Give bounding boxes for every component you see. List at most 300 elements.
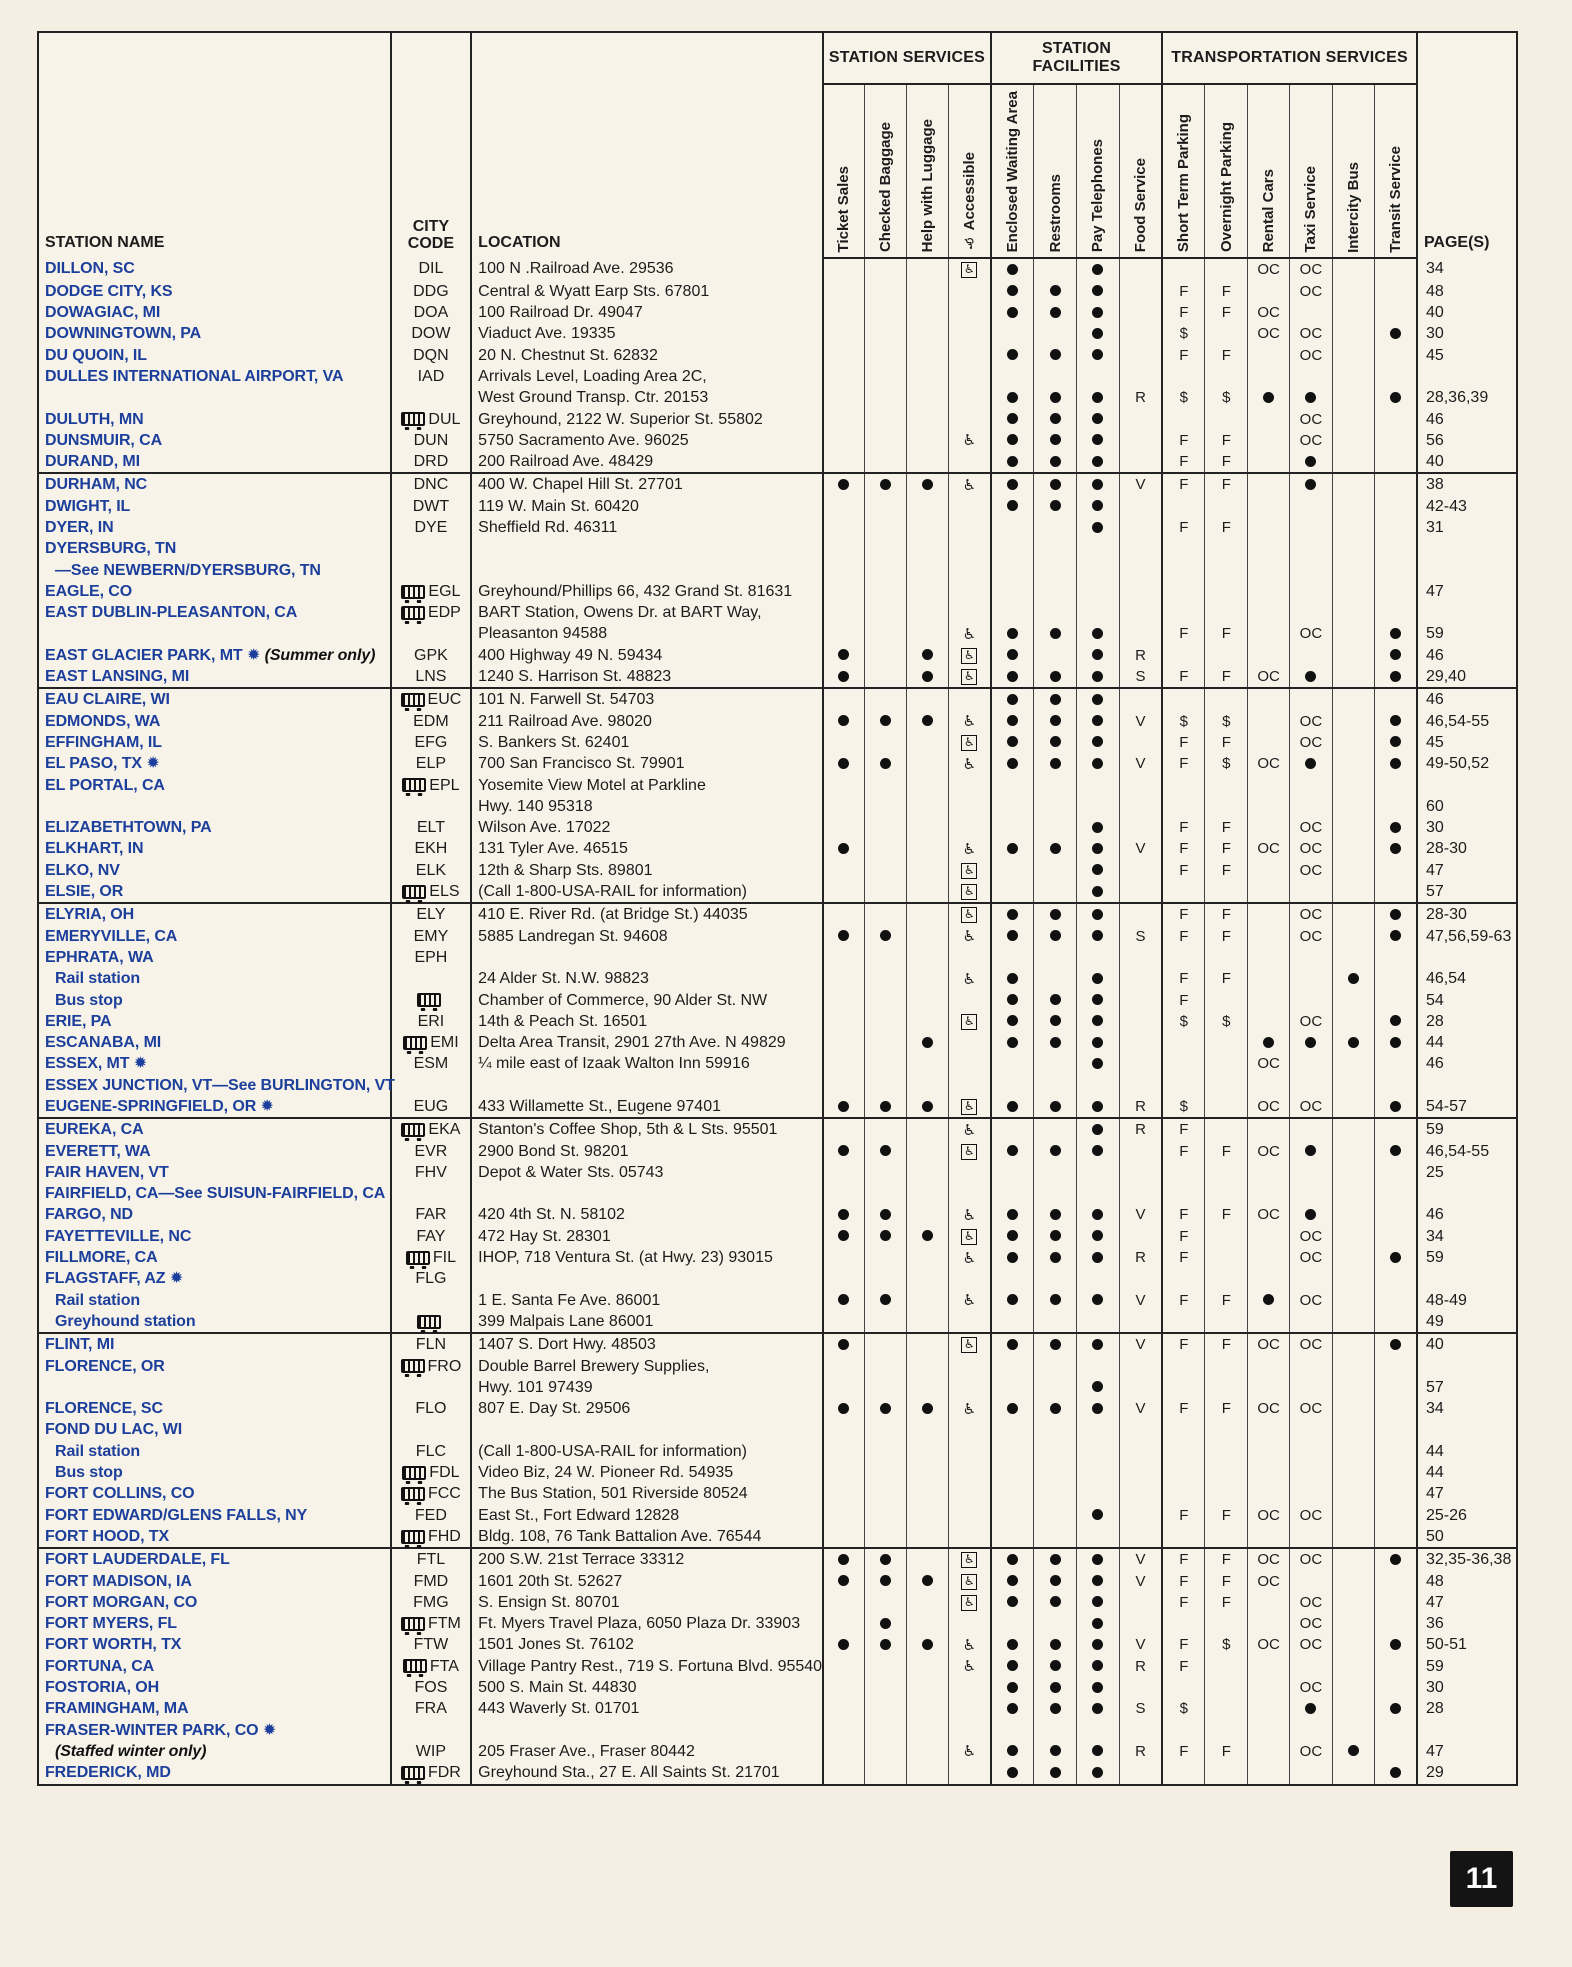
service-cell [823, 860, 865, 881]
accessible-icon: ♿ [962, 432, 977, 450]
service-cell [1162, 926, 1205, 947]
available-dot-icon [1092, 1618, 1103, 1629]
service-cell [1205, 817, 1248, 838]
service-cell [1374, 1613, 1417, 1634]
service-cell [865, 817, 907, 838]
service-cell [1290, 1053, 1333, 1074]
service-cell [1290, 1226, 1333, 1247]
station-name [39, 1698, 391, 1719]
service-cell [1205, 1741, 1248, 1762]
location: 5885 Landregan St. 94608 [471, 926, 823, 947]
city-code [391, 1571, 472, 1592]
pages: 28,36,39 [1417, 387, 1516, 408]
service-cell [1332, 1247, 1374, 1268]
service-cell [865, 645, 907, 666]
available-dot-icon [1050, 1403, 1061, 1414]
service-cell [1077, 732, 1120, 753]
service-code: F [1179, 1572, 1189, 1590]
seasonal-star-icon: ✹ [242, 646, 261, 664]
service-cell [1162, 1204, 1205, 1225]
city-code-text: FHD [427, 1527, 461, 1545]
service-cell [1119, 258, 1162, 280]
service-cell [823, 538, 865, 559]
service-cell [865, 581, 907, 602]
pages: 34 [1417, 1226, 1516, 1247]
available-dot-icon [1092, 930, 1103, 941]
available-dot-icon [1050, 1015, 1061, 1026]
header-group-station-facilities: STATION FACILITIES [991, 33, 1162, 84]
pages: 46,54-55 [1417, 711, 1516, 732]
table-row [39, 1526, 1516, 1548]
service-cell [1119, 323, 1162, 344]
pages: 31 [1417, 517, 1516, 538]
city-code-text: FMG [413, 1593, 449, 1611]
pages: 49-50,52 [1417, 753, 1516, 774]
city-code [391, 732, 472, 753]
service-cell [1077, 1483, 1120, 1504]
service-cell [1162, 1311, 1205, 1333]
service-cell [1332, 538, 1374, 559]
station-name [39, 1162, 391, 1183]
service-cell [1077, 1741, 1120, 1762]
service-cell [1162, 1698, 1205, 1719]
service-cell [906, 1226, 948, 1247]
service-cell [1162, 1762, 1205, 1783]
service-cell [1119, 281, 1162, 302]
service-cell [1077, 1053, 1120, 1074]
service-cell [1034, 345, 1077, 366]
service-code: F [1221, 1291, 1231, 1309]
station-name [39, 1656, 391, 1677]
service-cell [991, 302, 1034, 323]
available-dot-icon [1348, 1037, 1359, 1048]
column-header [1119, 84, 1162, 258]
available-dot-icon [1007, 479, 1018, 490]
service-cell [1374, 838, 1417, 859]
service-cell [1162, 345, 1205, 366]
table-row [39, 1483, 1516, 1504]
fully-accessible-icon: ♿ [961, 1552, 977, 1568]
service-code: F [1179, 1249, 1189, 1267]
service-cell [823, 560, 865, 581]
service-cell [906, 1677, 948, 1698]
service-cell [991, 881, 1034, 903]
bus-icon [417, 1315, 441, 1329]
service-cell [1248, 517, 1290, 538]
city-code-text: FRO [427, 1357, 462, 1375]
table-row [39, 881, 1516, 903]
service-cell [1290, 817, 1333, 838]
city-code [391, 366, 472, 387]
city-code-text: DRD [413, 453, 449, 471]
service-cell [1248, 387, 1290, 408]
service-cell [991, 1032, 1034, 1053]
city-code [391, 1311, 472, 1333]
service-cell [1248, 1356, 1290, 1377]
service-cell [1374, 666, 1417, 688]
available-dot-icon [1390, 1101, 1401, 1112]
service-cell [1119, 645, 1162, 666]
service-cell [1332, 1571, 1374, 1592]
service-cell [1332, 430, 1374, 451]
city-code-text: FTW [413, 1636, 449, 1654]
service-cell [1290, 302, 1333, 323]
service-cell [823, 1183, 865, 1204]
column-header [865, 84, 907, 258]
service-cell [1077, 302, 1120, 323]
fully-accessible-icon: ♿ [961, 863, 977, 879]
service-cell [1332, 1720, 1374, 1741]
bus-icon [403, 1659, 427, 1673]
service-cell [1119, 345, 1162, 366]
service-cell [1077, 1333, 1120, 1355]
service-cell [1332, 1096, 1374, 1118]
available-dot-icon [1092, 1015, 1103, 1026]
service-code: OC [1257, 840, 1280, 858]
service-cell [906, 473, 948, 495]
service-cell [1077, 1162, 1120, 1183]
service-cell [1077, 881, 1120, 903]
location: 807 E. Day St. 29506 [471, 1398, 823, 1419]
service-code: $ [1222, 755, 1231, 773]
station-name-text: FLORENCE, SC [45, 1400, 163, 1418]
service-cell [1205, 1398, 1248, 1419]
service-cell [991, 645, 1034, 666]
service-cell [1332, 345, 1374, 366]
service-cell [948, 1356, 991, 1377]
table-row [39, 1762, 1516, 1783]
service-cell [1374, 517, 1417, 538]
service-cell [948, 1419, 991, 1440]
available-dot-icon [1092, 349, 1103, 360]
available-dot-icon [1263, 392, 1274, 403]
service-cell [1248, 838, 1290, 859]
location: 101 N. Farwell St. 54703 [471, 688, 823, 710]
available-dot-icon [1050, 1339, 1061, 1350]
pages [1417, 1419, 1516, 1440]
service-cell [1162, 366, 1205, 387]
service-cell [823, 1268, 865, 1289]
service-code: V [1135, 1336, 1146, 1354]
service-cell [1248, 1419, 1290, 1440]
service-cell [1332, 903, 1374, 925]
service-code: F [1221, 668, 1231, 686]
service-cell [1034, 666, 1077, 688]
available-dot-icon [1092, 909, 1103, 920]
service-cell [1374, 926, 1417, 947]
service-cell [823, 753, 865, 774]
service-code: OC [1299, 1636, 1323, 1654]
city-code-text: FLG [415, 1270, 447, 1288]
location: 433 Willamette St., Eugene 97401 [471, 1096, 823, 1118]
service-cell [1119, 1032, 1162, 1053]
service-cell [1248, 796, 1290, 817]
service-cell [948, 817, 991, 838]
service-cell [1034, 281, 1077, 302]
service-cell [1077, 623, 1120, 644]
station-name [39, 1741, 391, 1762]
service-cell [823, 1226, 865, 1247]
available-dot-icon [1092, 1037, 1103, 1048]
service-cell [1374, 796, 1417, 817]
table-row [39, 602, 1516, 623]
city-code [391, 903, 472, 925]
service-code: R [1135, 1249, 1146, 1267]
service-cell [865, 1118, 907, 1140]
service-cell [1374, 1720, 1417, 1741]
service-cell [991, 496, 1034, 517]
service-cell [1290, 645, 1333, 666]
service-cell [1119, 775, 1162, 796]
service-cell [1332, 753, 1374, 774]
service-cell [1077, 1096, 1120, 1118]
service-cell [1119, 1053, 1162, 1074]
service-cell [948, 387, 991, 408]
service-code: OC [1299, 1098, 1323, 1115]
city-code [391, 258, 472, 280]
service-code: OC [1257, 1206, 1280, 1224]
service-cell [906, 560, 948, 581]
service-cell [991, 1656, 1034, 1677]
service-cell [1374, 323, 1417, 344]
available-dot-icon [1092, 522, 1103, 533]
service-cell [1374, 258, 1417, 280]
station-name [39, 1677, 391, 1698]
available-dot-icon [880, 1101, 891, 1112]
service-cell [1332, 1505, 1374, 1526]
location: The Bus Station, 501 Riverside 80524 [471, 1483, 823, 1504]
pages: 44 [1417, 1441, 1516, 1462]
service-code: OC [1299, 927, 1323, 945]
station-name-text: Rail station [55, 1442, 141, 1460]
service-cell [906, 581, 948, 602]
station-name [39, 430, 391, 451]
service-cell [1374, 1118, 1417, 1140]
service-cell [823, 817, 865, 838]
service-cell [1119, 602, 1162, 623]
pages: 32,35-36,38 [1417, 1548, 1516, 1570]
service-cell [1290, 1096, 1333, 1118]
pages: 48-49 [1417, 1290, 1516, 1311]
service-cell [1248, 1634, 1290, 1655]
city-code-text: FOS [414, 1679, 448, 1697]
location: Depot & Water Sts. 05743 [471, 1162, 823, 1183]
service-cell [1205, 1720, 1248, 1741]
service-cell [906, 387, 948, 408]
service-cell [1162, 1505, 1205, 1526]
city-code [391, 1053, 472, 1074]
service-cell [1119, 666, 1162, 688]
service-code: OC [1299, 1615, 1323, 1633]
service-cell [1290, 1183, 1333, 1204]
service-cell [906, 1592, 948, 1613]
service-code: F [1179, 1142, 1189, 1160]
service-cell [1205, 1613, 1248, 1634]
station-name-text: FARGO, ND [45, 1206, 133, 1224]
available-dot-icon [1092, 1101, 1103, 1112]
pages: 60 [1417, 796, 1516, 817]
service-code: F [1179, 431, 1189, 449]
service-code: F [1179, 1336, 1189, 1354]
service-cell [1332, 1398, 1374, 1419]
service-cell [1162, 1162, 1205, 1183]
available-dot-icon [1390, 930, 1401, 941]
available-dot-icon [1390, 1554, 1401, 1565]
location: 700 San Francisco St. 79901 [471, 753, 823, 774]
station-name-text: EUREKA, CA [45, 1121, 144, 1139]
service-cell [1077, 990, 1120, 1011]
service-cell [1332, 473, 1374, 495]
service-code: OC [1257, 1142, 1280, 1160]
service-cell [1290, 1526, 1333, 1548]
service-cell [906, 1162, 948, 1183]
service-code: R [1135, 646, 1146, 664]
location: 472 Hay St. 28301 [471, 1226, 823, 1247]
service-cell [1332, 302, 1374, 323]
service-cell [1077, 1075, 1120, 1096]
service-cell [1332, 1762, 1374, 1783]
seasonal-star-icon: ✹ [256, 1098, 274, 1115]
available-dot-icon [1305, 456, 1316, 467]
service-cell [1374, 430, 1417, 451]
service-cell [991, 1141, 1034, 1162]
service-cell [948, 990, 991, 1011]
city-code [391, 838, 472, 859]
city-code [391, 1720, 472, 1741]
pages: 59 [1417, 1247, 1516, 1268]
service-cell [1119, 926, 1162, 947]
service-code: F [1179, 1400, 1189, 1418]
city-code-text: EUC [427, 691, 462, 709]
service-cell [1248, 688, 1290, 710]
available-dot-icon [838, 843, 849, 854]
service-code: F [1179, 625, 1189, 643]
service-code: OC [1299, 410, 1323, 428]
service-cell [1162, 903, 1205, 925]
service-cell [1119, 517, 1162, 538]
service-cell [823, 1011, 865, 1032]
service-cell [1077, 496, 1120, 517]
service-cell [1205, 323, 1248, 344]
available-dot-icon [1007, 843, 1018, 854]
service-cell [865, 732, 907, 753]
service-cell [1248, 258, 1290, 280]
station-name [39, 666, 391, 688]
service-cell [991, 1268, 1034, 1289]
city-code [391, 1356, 472, 1377]
service-cell [1332, 451, 1374, 473]
available-dot-icon [1092, 973, 1103, 984]
service-cell [1034, 1333, 1077, 1355]
available-dot-icon [1007, 1554, 1018, 1565]
service-code: F [1221, 1206, 1231, 1224]
service-cell [1290, 1011, 1333, 1032]
service-cell [1162, 1247, 1205, 1268]
service-cell [1248, 1096, 1290, 1118]
location: Ft. Myers Travel Plaza, 6050 Plaza Dr. 33903 [471, 1613, 823, 1634]
service-cell [1332, 732, 1374, 753]
service-cell [1077, 838, 1120, 859]
service-cell [1374, 560, 1417, 581]
service-cell [1077, 323, 1120, 344]
service-cell [1205, 1118, 1248, 1140]
city-code [391, 1032, 472, 1053]
service-cell [948, 732, 991, 753]
service-code: OC [1257, 1636, 1280, 1654]
service-cell [1034, 1141, 1077, 1162]
service-cell [1034, 258, 1077, 280]
city-code-text: FED [414, 1506, 447, 1524]
service-cell [1077, 1398, 1120, 1419]
city-code [391, 602, 472, 623]
station-name-text: FAYETTEVILLE, NC [45, 1227, 192, 1245]
service-cell [1290, 1720, 1333, 1741]
city-code [391, 775, 472, 796]
service-cell [1034, 473, 1077, 495]
available-dot-icon [1092, 1575, 1103, 1586]
service-cell [1119, 1462, 1162, 1483]
service-cell [1205, 366, 1248, 387]
service-cell [1077, 1634, 1120, 1655]
available-dot-icon [1007, 307, 1018, 318]
service-cell [1205, 968, 1248, 989]
service-cell [1374, 1505, 1417, 1526]
service-cell [823, 281, 865, 302]
table-row [39, 1677, 1516, 1698]
service-code: OC [1299, 325, 1323, 343]
station-name-text: EVERETT, WA [45, 1142, 151, 1160]
service-cell [865, 560, 907, 581]
table-row [39, 688, 1516, 710]
service-cell [948, 1677, 991, 1698]
station-name [39, 1333, 391, 1355]
station-name [39, 1118, 391, 1140]
station-name [39, 560, 391, 581]
pages: 40 [1417, 451, 1516, 473]
station-name-text: DODGE CITY, KS [45, 282, 173, 300]
service-code: OC [1299, 261, 1323, 279]
service-cell [1332, 1311, 1374, 1333]
service-cell [1162, 430, 1205, 451]
service-cell [1077, 1613, 1120, 1634]
service-cell [1119, 1118, 1162, 1140]
service-cell [1248, 623, 1290, 644]
service-cell [1205, 451, 1248, 473]
service-cell [1119, 903, 1162, 925]
service-cell [1119, 1526, 1162, 1548]
table-row [39, 1290, 1516, 1311]
service-cell [1248, 990, 1290, 1011]
service-cell [1290, 496, 1333, 517]
service-cell [906, 1462, 948, 1483]
service-cell [1248, 1548, 1290, 1570]
service-cell [1332, 1377, 1374, 1398]
service-cell [1077, 1311, 1120, 1333]
service-cell [1034, 1290, 1077, 1311]
station-name [39, 1526, 391, 1548]
column-header [1290, 84, 1333, 258]
service-cell [1077, 666, 1120, 688]
service-cell [1077, 1011, 1120, 1032]
service-cell [823, 1398, 865, 1419]
table-row [39, 1698, 1516, 1719]
service-cell [1162, 517, 1205, 538]
service-cell [1332, 1526, 1374, 1548]
service-code: F [1221, 304, 1231, 322]
service-cell [991, 1762, 1034, 1783]
service-cell [1034, 860, 1077, 881]
service-cell [1205, 1762, 1248, 1783]
